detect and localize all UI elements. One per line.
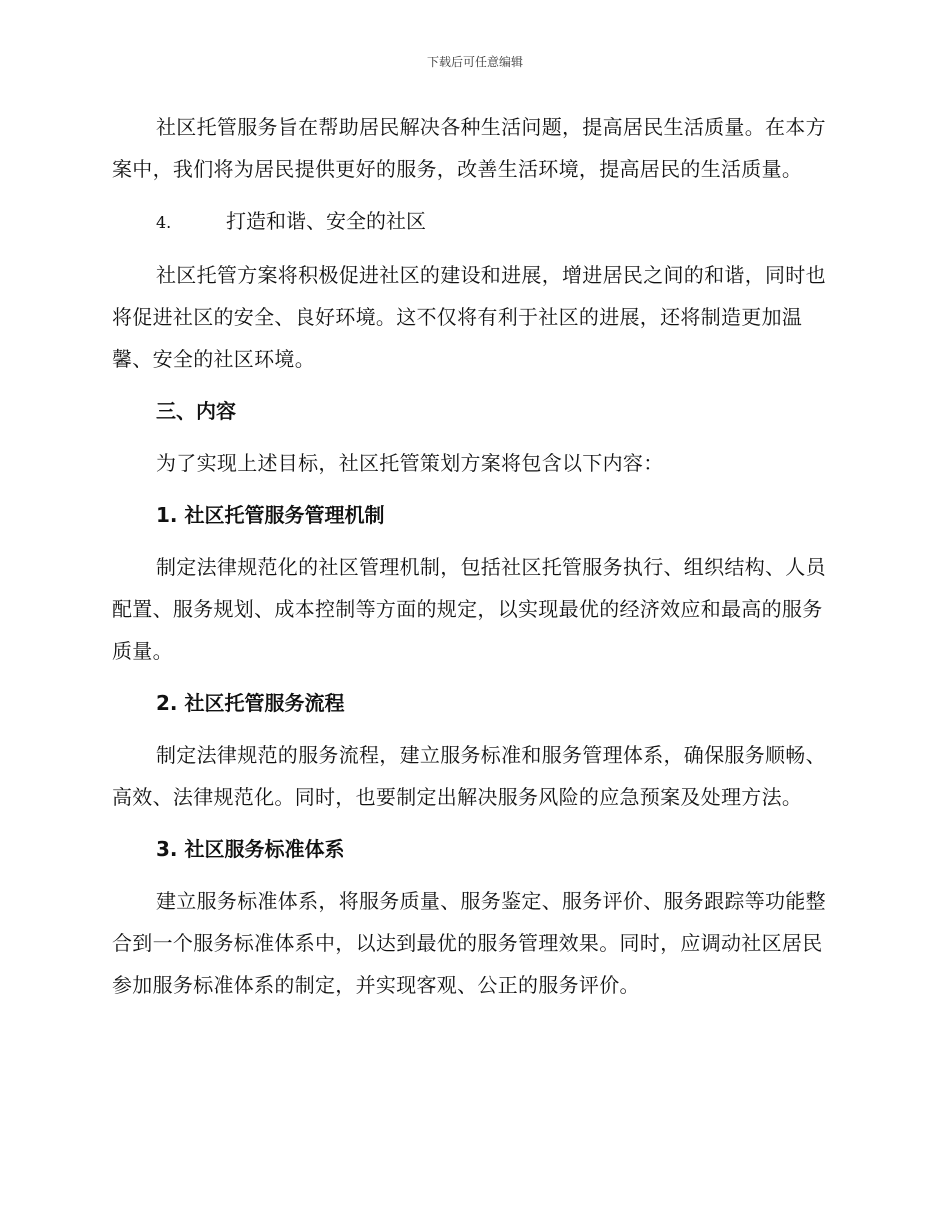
paragraph-management-mechanism: 制定法律规范化的社区管理机制，包括社区托管服务执行、组织结构、人员配置、服务规划、成本控制等方面的规定，以实现最优的经济效应和最高的服务质量。 xyxy=(112,555,826,663)
paragraph-service-process: 制定法律规范的服务流程，建立服务标准和服务管理体系，确保服务顺畅、高效、法律规范化。同时，也要制定出解决服务风险的应急预案及处理方法。 xyxy=(112,743,826,809)
section-heading-content: 三、内容 xyxy=(156,399,236,423)
subheading-service-process: 2. 社区托管服务流程 xyxy=(156,691,345,715)
list-item-number: 4. xyxy=(156,213,172,232)
subheading-management-mechanism: 1. 社区托管服务管理机制 xyxy=(156,503,385,527)
paragraph-standard-system: 建立服务标准体系，将服务质量、服务鉴定、服务评价、服务跟踪等功能整合到一个服务标准体系中，以达到最优的服务管理效果。同时，应调动社区居民参加服务标准体系的制定，并实现客观、公正的服务评价。 xyxy=(112,889,826,997)
paragraph-service-purpose: 社区托管服务旨在帮助居民解决各种生活问题，提高居民生活质量。在本方案中，我们将为居民提供更好的服务，改善生活环境，提高居民的生活质量。 xyxy=(112,115,826,181)
list-item-4 xyxy=(112,200,832,244)
document-body xyxy=(112,106,832,1016)
subheading-standard-system: 3. 社区服务标准体系 xyxy=(156,837,345,861)
page-header: 下载后可任意编辑 xyxy=(426,55,523,69)
list-item-text: 打造和谐、安全的社区 xyxy=(226,209,426,233)
paragraph-content-intro: 为了实现上述目标，社区托管策划方案将包含以下内容： xyxy=(156,451,664,475)
paragraph-harmony-safety: 社区托管方案将积极促进社区的建设和进展，增进居民之间的和谐，同时也将促进社区的安全、良好环境。这不仅将有利于社区的进展，还将制造更加温馨、安全的社区环境。 xyxy=(112,263,826,371)
